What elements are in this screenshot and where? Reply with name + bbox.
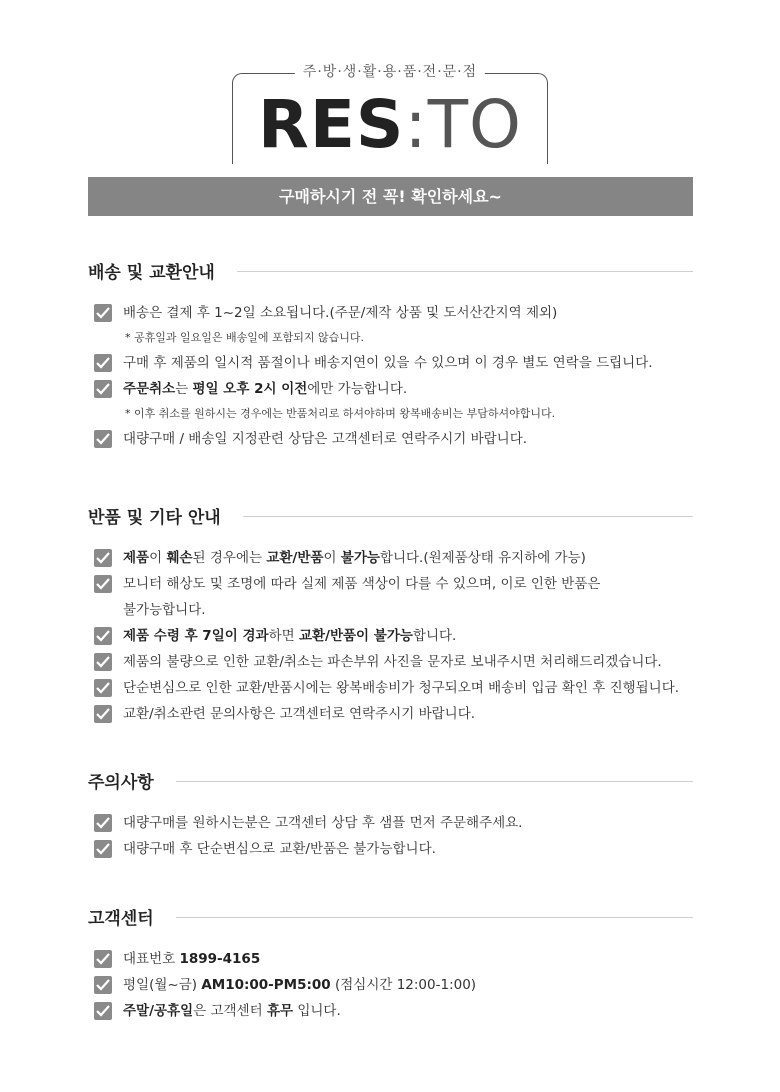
notice-banner: 구매하시기 전 꼭! 확인하세요~ [88,177,693,216]
item-emphasis: 제품 수령 후 7일이 경과 [123,628,269,644]
list-item [88,376,693,402]
section-title: 배송 및 교환안내 [88,262,215,283]
list-item [88,946,693,972]
section-returns-other [88,501,693,727]
checkbox-checked-icon [94,679,112,697]
item-text: 단순변심으로 인한 교환/반품시에는 왕복배송비가 청구되오며 배송비 입금 확인 후 진행됩니다. [123,680,680,696]
checkbox-checked-icon [94,354,112,372]
section-divider [176,781,693,782]
item-emphasis: 평일 오후 2시 이전 [192,381,308,397]
list-item [88,649,693,675]
item-list [88,300,693,452]
checkbox-checked-icon [94,380,112,398]
checkbox-checked-icon [94,430,112,448]
checkbox-checked-icon [94,814,112,832]
checkbox-checked-icon [94,976,112,994]
item-emphasis: 주말/공휴일 [123,1003,194,1019]
item-text: 합니다. [412,628,457,644]
checkbox-checked-icon [94,575,112,593]
checkbox-checked-icon [94,627,112,645]
item-text: 교환/취소관련 문의사항은 고객센터로 연락주시기 바랍니다. [123,706,476,722]
section-divider [176,917,693,918]
list-item [88,426,693,452]
item-emphasis: 교환/반품 [266,550,324,566]
section-title: 반품 및 기타 안내 [88,507,221,528]
item-emphasis: 휴무 [266,1003,294,1019]
item-note: * 공휴일과 일요일은 배송일에 포함되지 않습니다. [125,331,364,344]
item-text: 에만 가능합니다. [307,381,408,397]
item-text: 대량구매를 원하시는분은 고객센터 상담 후 샘플 먼저 주문해주세요. [123,815,523,831]
list-item [88,545,693,571]
item-note: * 이후 취소를 원하시는 경우에는 반품처리로 하셔야하며 왕복배송비는 부담하셔야합니다. [125,407,556,420]
item-text: 는 [175,381,193,397]
item-emphasis: 제품 [123,550,150,566]
section-divider [243,516,693,517]
item-list [88,810,693,862]
item-list [88,545,693,727]
logo-wordmark [232,86,548,163]
phone-number: 1899-4165 [179,951,261,967]
item-text: 은 고객센터 [193,1003,267,1019]
item-text: 된 경우에는 [192,550,267,566]
item-text: (점심시간 12:00-1:00) [330,977,477,993]
checkbox-checked-icon [94,705,112,723]
business-hours: AM10:00-PM5:00 [201,977,331,993]
checkbox-checked-icon [94,840,112,858]
section-title: 고객센터 [88,908,154,929]
item-text: 제품의 불량으로 인한 교환/취소는 파손부위 사진을 문자로 보내주시면 처리해드리겠습니다. [123,654,662,670]
item-text-line-2: 불가능합니다. [123,602,206,618]
item-text: 합니다.(원제품상태 유지하에 가능) [379,550,586,566]
list-item [88,972,693,998]
brand-logo [232,60,548,163]
item-text: 배송은 결제 후 1~2일 소요됩니다.(주문/제작 상품 및 도서산간지역 제외) [123,305,558,321]
item-emphasis: 교환/반품이 불가능 [298,628,413,644]
list-item [88,836,693,862]
section-divider [237,271,693,272]
item-text-line-1: 모니터 해상도 및 조명에 따라 실제 제품 색상이 다를 수 있으며, 이로 인한 반품은 [123,576,601,592]
item-text: 대량구매 후 단순변심으로 교환/반품은 불가능합니다. [123,841,436,857]
item-text: 이 [323,550,341,566]
section-shipping-exchange [88,256,693,452]
logo-word-res: RES [258,86,405,163]
logo-word-separator: : [404,86,428,163]
checkbox-checked-icon [94,653,112,671]
item-list [88,946,693,1024]
section-header [88,256,693,284]
checkbox-checked-icon [94,549,112,567]
item-text: 입니다. [293,1003,341,1019]
item-text: 대량구매 / 배송일 지정관련 상담은 고객센터로 연락주시기 바랍니다. [123,431,528,447]
list-item [88,998,693,1024]
item-text: 평일(월~금) [123,977,202,993]
item-text: 구매 후 제품의 일시적 품절이나 배송지연이 있을 수 있으며 이 경우 별도 연락을 드립니다. [123,355,653,371]
list-item [88,300,693,326]
section-header [88,501,693,529]
section-title: 주의사항 [88,772,154,793]
list-item [88,701,693,727]
item-emphasis: 주문취소 [123,381,176,397]
item-text: 이 [149,550,167,566]
list-item [88,623,693,649]
section-customer-center [88,902,693,1024]
logo-tagline: 주·방·생·활·용·품·전·문·점 [295,60,485,84]
list-item [88,675,693,701]
checkbox-checked-icon [94,950,112,968]
list-item [88,350,693,376]
list-item [88,810,693,836]
logo-word-to: TO [427,86,522,163]
item-text: 대표번호 [123,951,180,967]
section-precautions [88,766,693,862]
section-header [88,902,693,930]
section-header [88,766,693,794]
item-text: 하면 [268,628,299,644]
checkbox-checked-icon [94,304,112,322]
item-emphasis: 훼손 [166,550,193,566]
item-emphasis: 불가능 [340,550,380,566]
checkbox-checked-icon [94,1002,112,1020]
list-item [88,571,693,623]
